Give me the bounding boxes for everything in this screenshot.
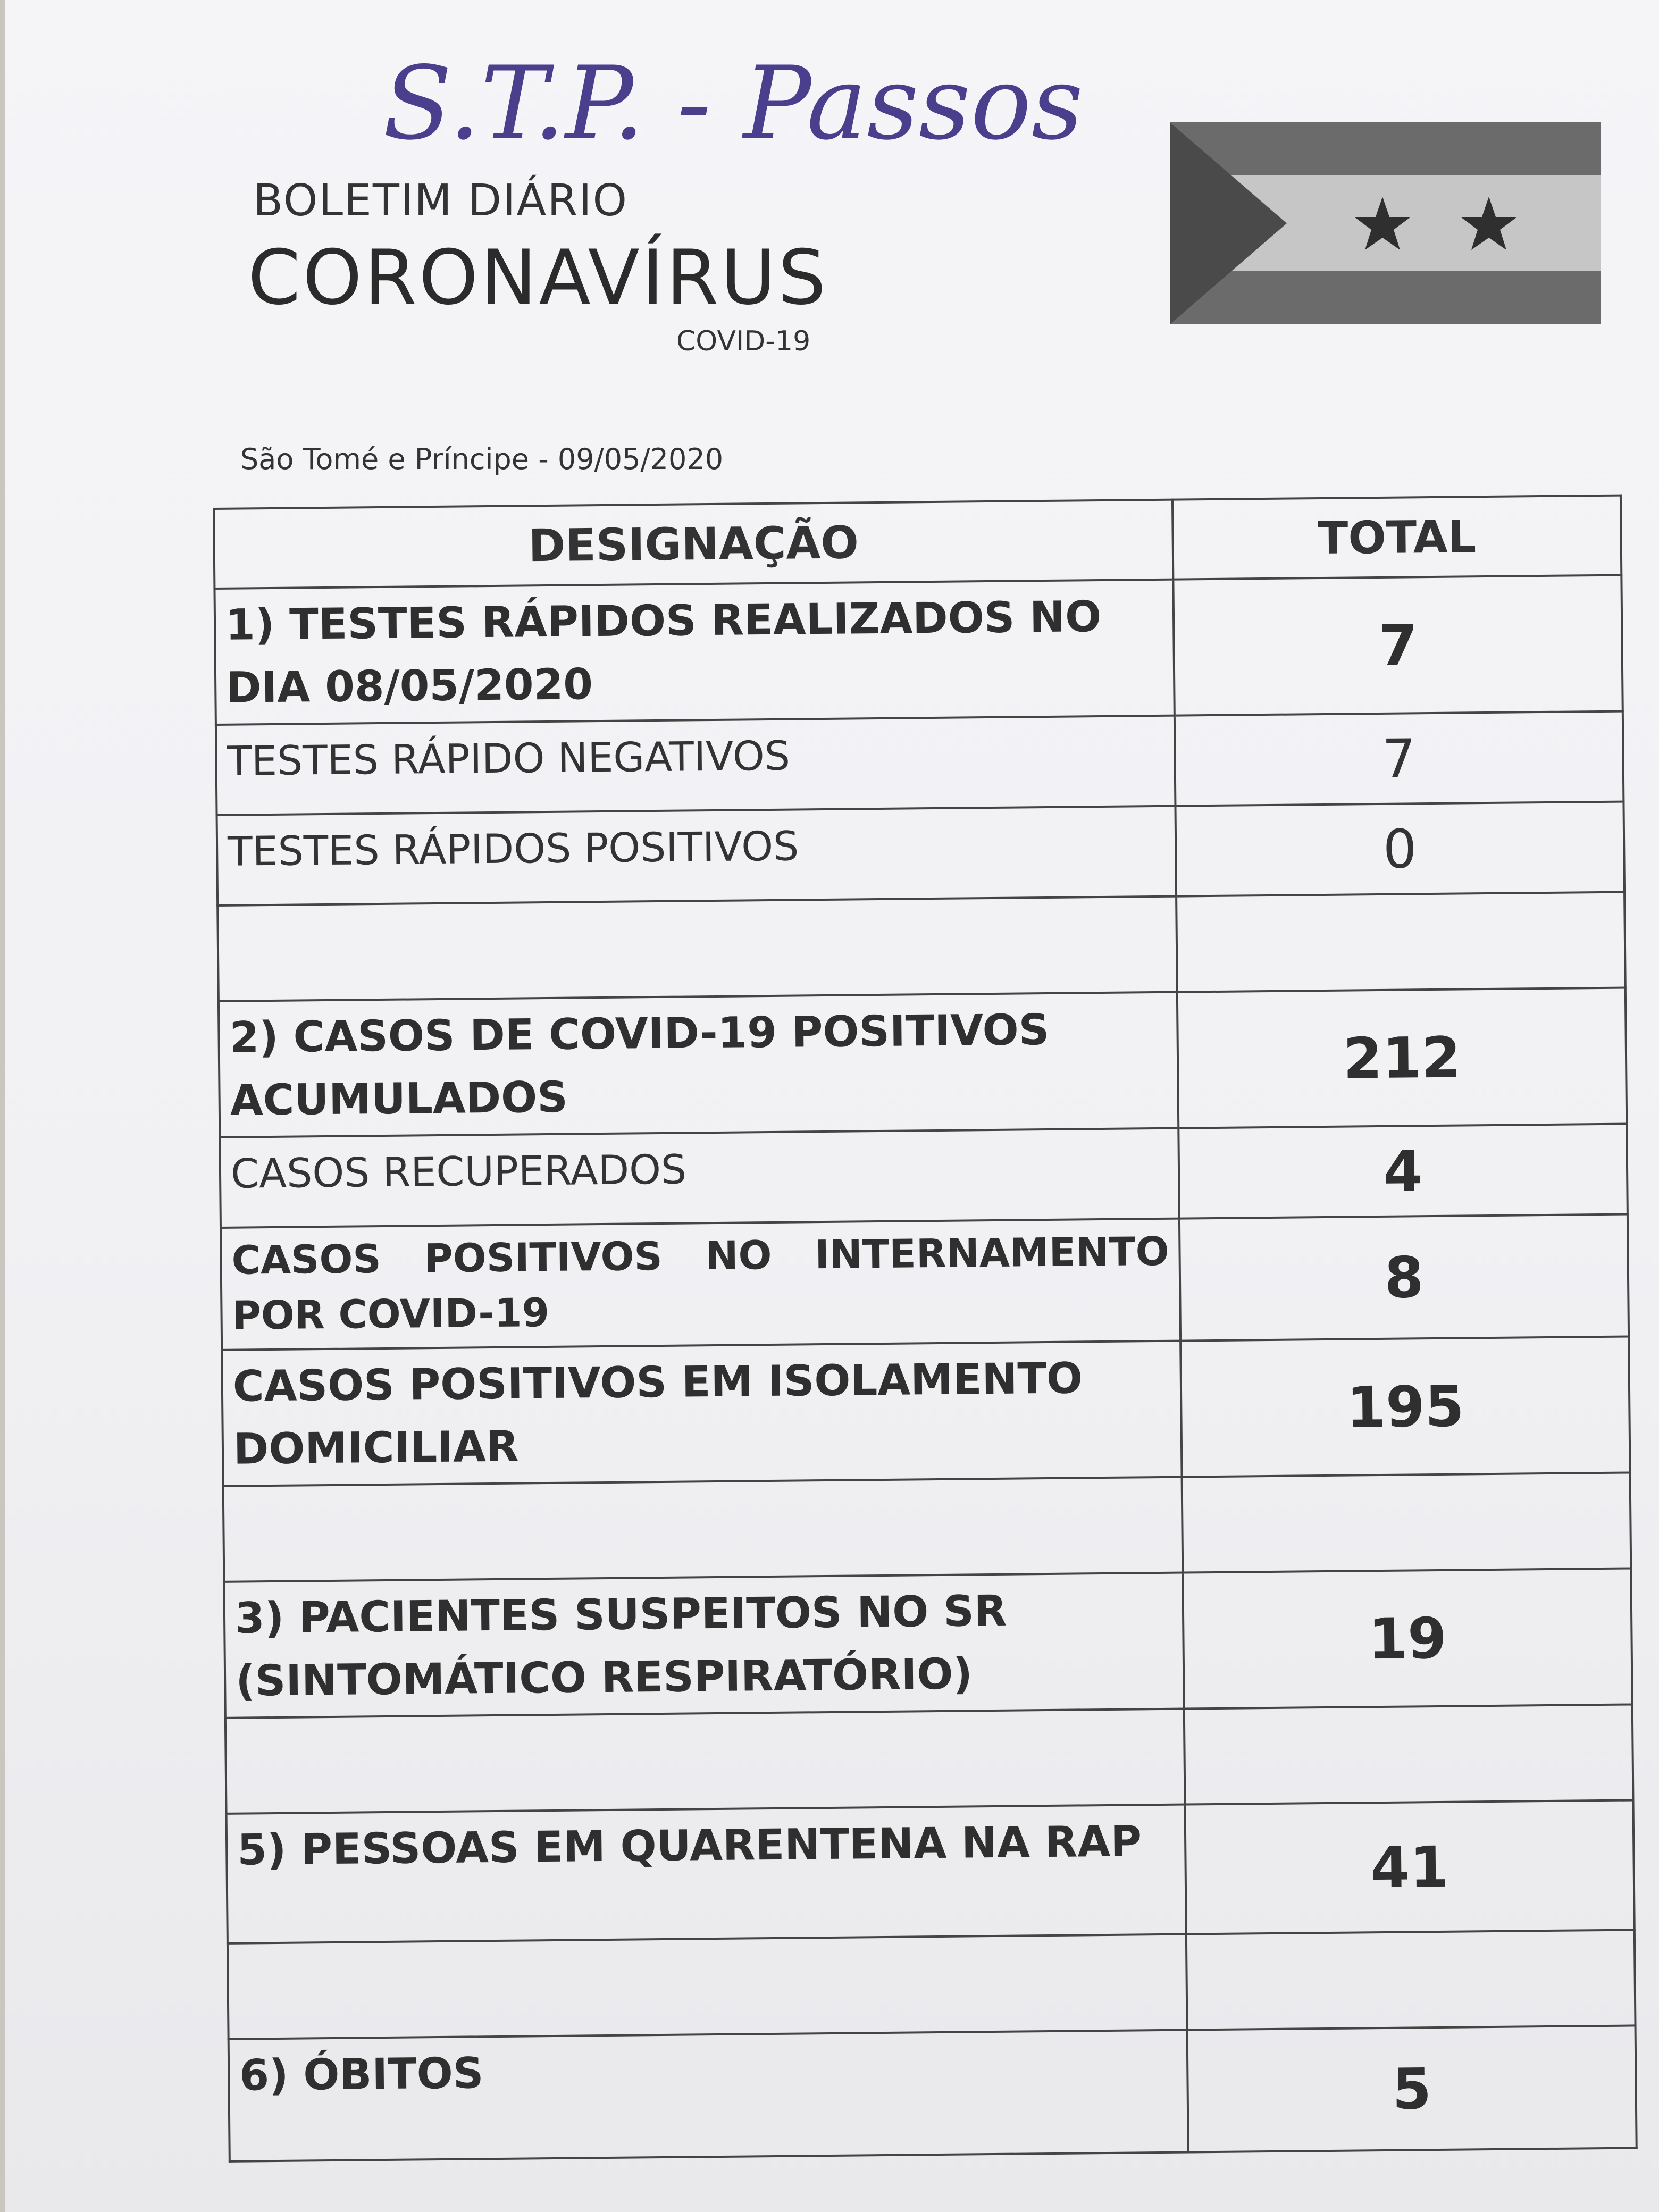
row-label: 3) PACIENTES SUSPEITOS NO SR (SINTOMÁTICO RESPIRATÓRIO) (224, 1573, 1184, 1718)
statistics-table (213, 495, 1638, 2163)
row-label: 1) TESTES RÁPIDOS REALIZADOS NO DIA 08/05/2020 (214, 580, 1174, 725)
table-row-blank (228, 1930, 1636, 2039)
table-header-row (214, 496, 1621, 589)
signature-text: S.T.P. - Passos (383, 45, 1084, 162)
row-value: 5 (1187, 2025, 1637, 2152)
row-value: 212 (1177, 988, 1627, 1128)
row-label: TESTES RÁPIDO NEGATIVOS (216, 716, 1176, 815)
row-label: TESTES RÁPIDOS POSITIVOS (217, 806, 1177, 906)
row-label (217, 896, 1177, 1001)
row-value (1182, 1472, 1631, 1572)
handwritten-signature (378, 32, 1084, 170)
row-value: 4 (1178, 1124, 1628, 1219)
sao-tome-flag-icon (1170, 122, 1601, 324)
row-value: 19 (1183, 1568, 1632, 1708)
row-label: 6) ÓBITOS (229, 2030, 1188, 2161)
row-label (225, 1709, 1185, 1814)
row-label: 5) PESSOAS EM QUARENTENA NA RAP (227, 1805, 1186, 1943)
location-date: São Tomé e Príncipe - 09/05/2020 (240, 442, 724, 476)
table-row-blank (223, 1472, 1631, 1581)
designation-header: DESIGNAÇÃO (214, 500, 1173, 589)
row-label (228, 1934, 1187, 2039)
bulletin-label: BOLETIM DIÁRIO (253, 175, 629, 226)
page-subtitle: COVID-19 (676, 325, 811, 357)
row-value (1176, 892, 1626, 992)
table-row (221, 1214, 1629, 1350)
page-title: CORONAVÍRUS (248, 234, 828, 322)
table-row (229, 2025, 1637, 2161)
table-row (217, 802, 1625, 906)
row-value: 195 (1180, 1337, 1630, 1477)
row-value (1186, 1930, 1636, 2030)
row-label (223, 1477, 1183, 1582)
row-label: 2) CASOS DE COVID-19 POSITIVOS ACUMULADOS (219, 992, 1178, 1137)
table-row (227, 1800, 1635, 1943)
table-row-blank (217, 892, 1626, 1001)
table-row (216, 711, 1624, 815)
table-row-blank (225, 1704, 1633, 1813)
row-label: CASOS RECUPERADOS (220, 1128, 1179, 1228)
table-row (219, 988, 1627, 1137)
row-value: 7 (1173, 575, 1622, 716)
row-label: CASOS POSITIVOS NO INTERNAMENTO POR COVID-19 (221, 1219, 1180, 1350)
total-header: TOTAL (1172, 496, 1621, 580)
row-value: 8 (1179, 1214, 1629, 1341)
row-value: 7 (1175, 711, 1624, 806)
table-row (222, 1337, 1630, 1486)
row-label: CASOS POSITIVOS EM ISOLAMENTO DOMICILIAR (222, 1341, 1182, 1486)
row-value: 0 (1175, 802, 1624, 896)
row-value (1184, 1704, 1633, 1804)
bulletin-page (5, 0, 1659, 2212)
row-value: 41 (1185, 1800, 1635, 1934)
table-row (214, 575, 1622, 725)
table-row (220, 1124, 1628, 1228)
table-row (224, 1568, 1632, 1717)
